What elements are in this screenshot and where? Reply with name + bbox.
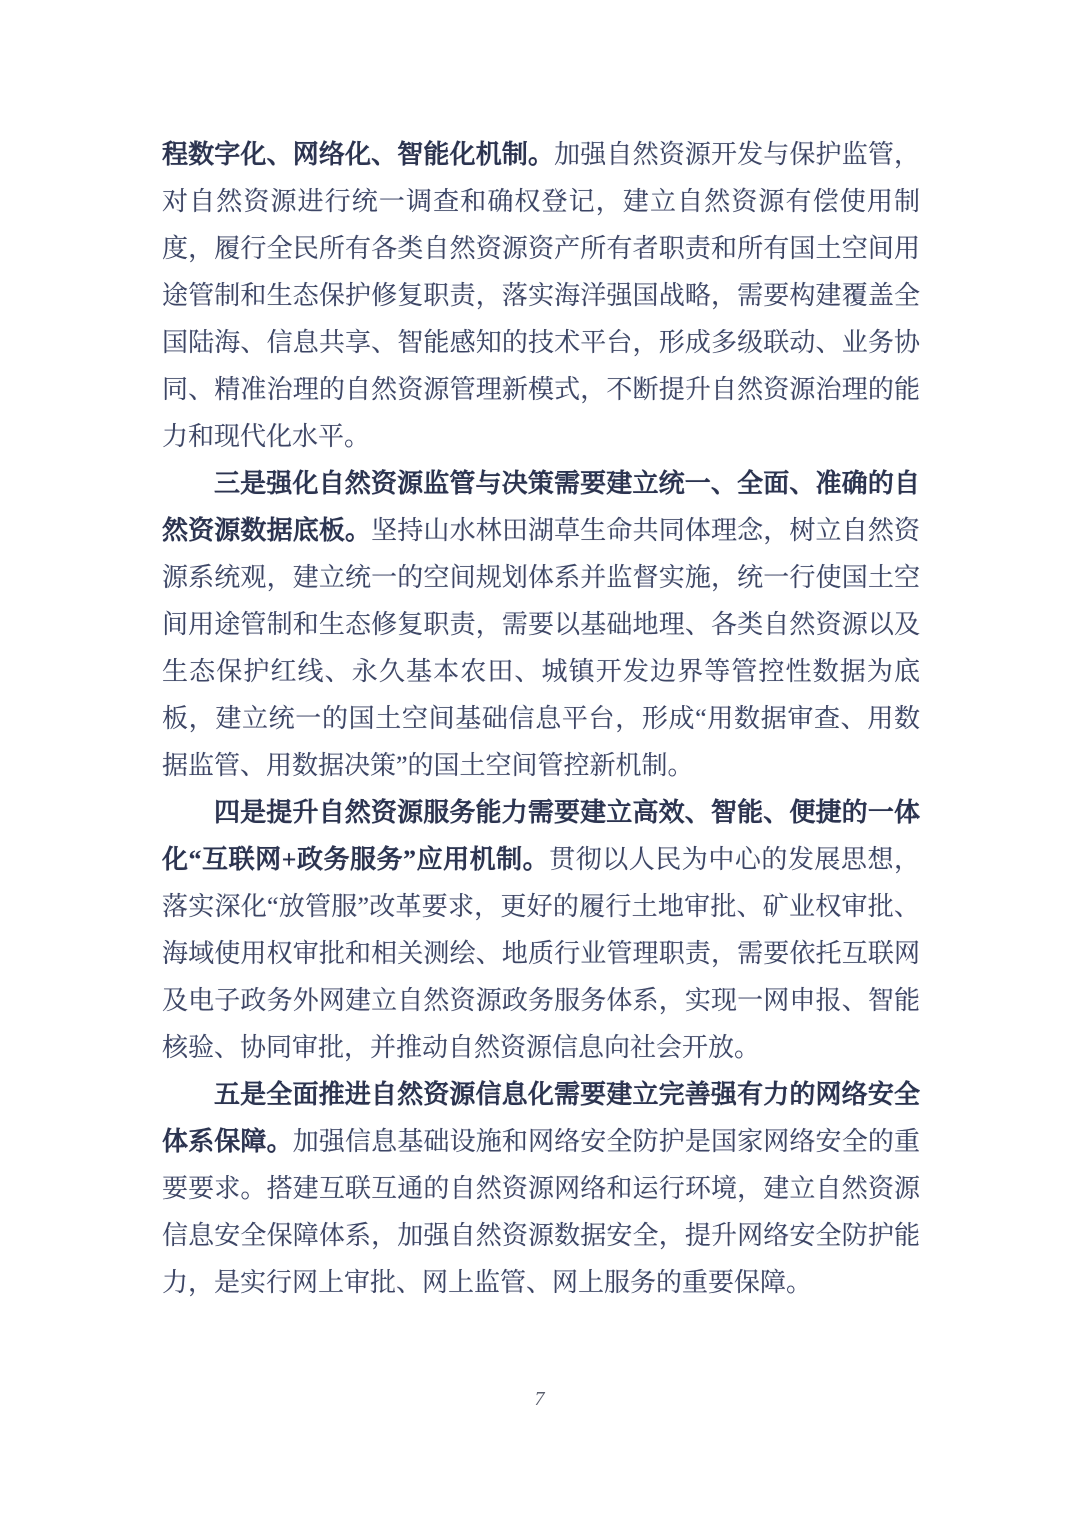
text-segment: 坚持山水林田湖草生命共同体理念，树立自然资源系统观，建立统一的空间规划体系并监督实施，统一行使国土空间用途管制和生态修复职责，需要以基础地理、各类自然资源以及生态保护红线、永久基本农田、城镇开发边界等管控性数据为底板，建立统一的国土空间基础信息平台，形成“用数据审查、用数据监管、用数据决策”的国土空间管控新机制。	[162, 516, 920, 780]
paragraph	[162, 789, 920, 1071]
text-segment-emphasis: 三是强化自然资源监管与决策需要建立统一、全面、准确的自然资源数据底板。	[162, 469, 920, 545]
text-segment-emphasis: 五是全面推进自然资源信息化需要建立完善强有力的网络安全体系保障。	[162, 1080, 920, 1156]
paragraph	[162, 131, 920, 460]
text-segment: 加强自然资源开发与保护监管，对自然资源进行统一调查和确权登记，建立自然资源有偿使用制度，履行全民所有各类自然资源资产所有者职责和所有国土空间用途管制和生态保护修复职责，落实海洋强国战略，需要构建覆盖全国陆海、信息共享、智能感知的技术平台，形成多级联动、业务协同、精准治理的自然资源管理新模式，不断提升自然资源治理的能力和现代化水平。	[162, 140, 920, 451]
text-segment-emphasis: 程数字化、网络化、智能化机制。	[162, 140, 555, 169]
document-body	[162, 131, 920, 1306]
paragraph	[162, 1071, 920, 1306]
page-number: 7	[534, 1388, 546, 1410]
text-segment: 贯彻以人民为中心的发展思想，落实深化“放管服”改革要求，更好的履行土地审批、矿业权审批、海域使用权审批和相关测绘、地质行业管理职责，需要依托互联网及电子政务外网建立自然资源政务服务体系，实现一网申报、智能核验、协同审批，并推动自然资源信息向社会开放。	[162, 845, 920, 1062]
text-segment: 加强信息基础设施和网络安全防护是国家网络安全的重要要求。搭建互联互通的自然资源网络和运行环境，建立自然资源信息安全保障体系，加强自然资源数据安全，提升网络安全防护能力，是实行网上审批、网上监管、网上服务的重要保障。	[162, 1127, 920, 1297]
page-footer	[0, 1388, 1080, 1411]
paragraph	[162, 460, 920, 789]
text-segment-emphasis: 四是提升自然资源服务能力需要建立高效、智能、便捷的一体化“互联网+政务服务”应用机制。	[162, 798, 920, 874]
